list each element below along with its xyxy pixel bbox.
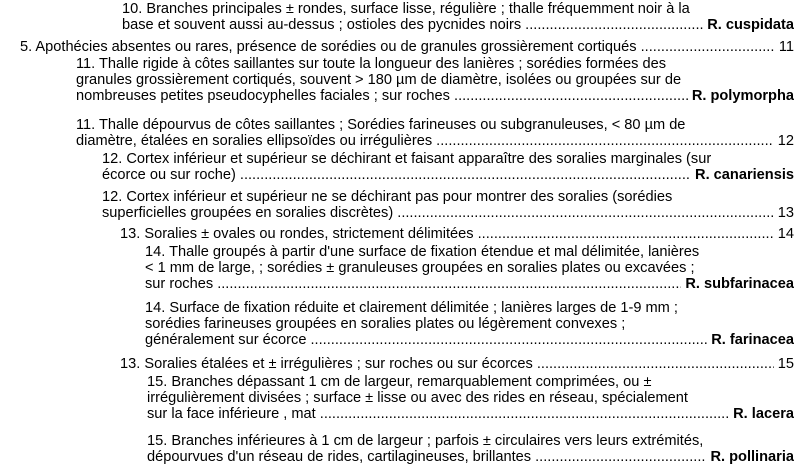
taxon-result: R. subfarinacea [685, 276, 794, 292]
entry-line: nombreuses petites pseudocyphelles faciales ; sur roches ..... [76, 89, 688, 105]
entry-line: diamètre, étalées en soralies ellipsoïdes ou irrégulières ..... [76, 134, 774, 150]
entry-line: base et souvent aussi au-dessus ; ostioles des pycnides noirs ..... [122, 18, 703, 34]
entry-line: 12. Cortex inférieur et supérieur se déchirant et faisant apparaître des soralies marginales (sur [102, 152, 712, 167]
entry-line: sur roches ..... [145, 277, 681, 293]
key-entry-13a [120, 227, 794, 243]
step-number: 12 [777, 133, 794, 149]
entry-line: 15. Branches inférieures à 1 cm de largeur ; parfois ± circulaires vers leurs extrémités, [147, 434, 704, 449]
entry-line: 15. Branches dépassant 1 cm de largeur, remarquablement comprimées, ou ± [147, 375, 652, 390]
taxon-result: R. pollinaria [710, 449, 794, 465]
entry-line: 10. Branches principales ± rondes, surface lisse, régulière ; thalle fréquemment noir à la [122, 2, 690, 17]
entry-line: 12. Cortex inférieur et supérieur ne se déchirant pas pour montrer des soralies (sorédies [102, 190, 673, 205]
key-entry-11b [76, 118, 794, 150]
entry-line: écorce ou sur roche) ..... [102, 168, 691, 184]
key-entry-15a [147, 375, 794, 422]
entry-line: sorédies farineuses groupées en soralies plates ou légèrement convexes ; [145, 316, 626, 332]
entry-line: sur la face inférieure , mat ..... [147, 407, 729, 423]
key-entry-15b [147, 434, 794, 466]
entry-line: granules grossièrement cortiqués, souvent > 180 µm de diamètre, isolées ou groupées sur de [76, 72, 682, 88]
entry-line: 5. Apothécies absentes ou rares, présence de sorédies ou de granules grossièrement cortiqués ..... [20, 40, 775, 56]
entry-line: 11. Thalle dépourvus de côtes saillantes ; Sorédies farineuses ou subgranuleuses, < 80 µm de [76, 118, 686, 133]
key-entry-13b [120, 357, 794, 373]
entry-line: superficielles groupées en soralies discrètes) ..... [102, 206, 774, 222]
key-entry-14a [145, 245, 794, 292]
key-entry-14b [145, 301, 794, 348]
entry-line: généralement sur écorce ..... [145, 333, 707, 349]
key-entry-5 [20, 40, 794, 56]
step-number: 13 [777, 205, 794, 221]
entry-line: dépourvues d'un réseau de rides, cartilagineuses, brillantes ..... [147, 450, 706, 466]
taxon-result: R. farinacea [711, 332, 794, 348]
taxon-result: R. lacera [733, 406, 794, 422]
step-number: 11 [778, 40, 794, 55]
entry-line: irrégulièrement divisées ; surface ± lisse ou avec des rides en réseau, spécialement [147, 390, 688, 406]
entry-line: 11. Thalle rigide à côtes saillantes sur toute la longueur des lanières ; sorédies formées des [76, 57, 667, 72]
key-entry-11a [76, 57, 794, 104]
key-entry-12b [102, 190, 794, 222]
key-entry-12a [102, 152, 794, 184]
step-number: 14 [777, 227, 794, 242]
step-number: 15 [777, 357, 794, 372]
key-entry-10 [122, 2, 794, 34]
entry-line: 14. Thalle groupés à partir d'une surface de fixation étendue et mal délimitée, lanières [145, 245, 700, 260]
entry-line: 14. Surface de fixation réduite et clairement délimitée ; lanières larges de 1-9 mm ; [145, 301, 678, 316]
entry-line: < 1 mm de large, ; sorédies ± granuleuses groupées en soralies plates ou excavées ; [145, 260, 695, 276]
taxon-result: R. polymorpha [691, 88, 794, 104]
taxon-result: R. cuspidata [707, 17, 794, 33]
entry-line: 13. Soralies étalées et ± irrégulières ; sur roches ou sur écorces ..... [120, 357, 774, 373]
taxon-result: R. canariensis [695, 167, 794, 183]
entry-line: 13. Soralies ± ovales ou rondes, strictement délimitées ..... [120, 227, 774, 243]
